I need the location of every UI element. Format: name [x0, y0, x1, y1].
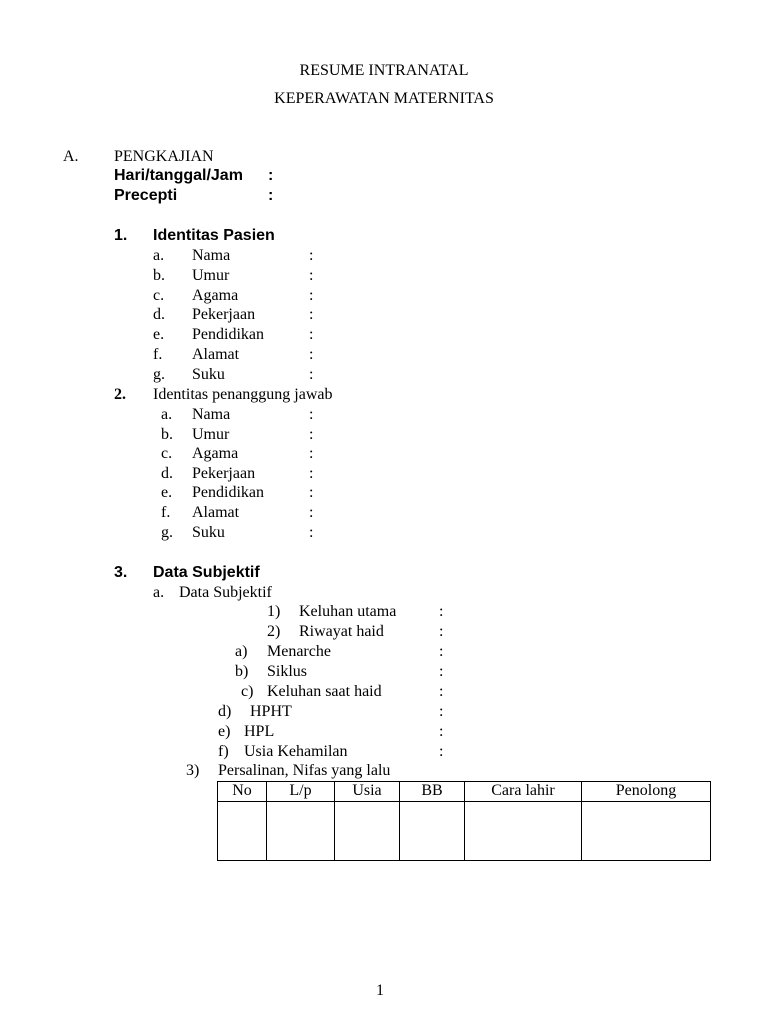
table-cell[interactable] — [582, 802, 711, 861]
item-marker: 2) — [267, 623, 281, 640]
item-colon: : — [309, 465, 314, 482]
item-colon: : — [309, 406, 314, 423]
item-label: Riwayat haid — [299, 623, 384, 640]
item-label: Nama — [192, 247, 231, 264]
item-label: Keluhan saat haid — [267, 683, 382, 700]
item-marker: d) — [218, 703, 232, 720]
section2-number: 2. — [114, 386, 126, 403]
item-colon: : — [309, 267, 314, 284]
item-letter: f. — [161, 504, 171, 521]
section3-title: Data Subjektif — [153, 564, 260, 581]
item-letter: c. — [161, 445, 173, 462]
item-label: Pekerjaan — [192, 465, 256, 482]
section1-number: 1. — [114, 227, 128, 244]
column-header: L/p — [267, 782, 335, 802]
section-a-label: PENGKAJIAN — [114, 148, 214, 165]
item-colon: : — [309, 366, 314, 383]
table-cell[interactable] — [267, 802, 335, 861]
section1-title: Identitas Pasien — [153, 227, 275, 244]
item-colon: : — [439, 643, 444, 660]
table-cell[interactable] — [465, 802, 582, 861]
column-header: Cara lahir — [465, 782, 582, 802]
item-marker: a) — [235, 643, 248, 660]
item-colon: : — [439, 743, 444, 760]
item-colon: : — [439, 623, 444, 640]
meta-colon-hari: : — [268, 167, 274, 184]
item-letter: d. — [161, 465, 173, 482]
item-marker: 1) — [267, 603, 281, 620]
table-header-row — [218, 782, 711, 802]
item-marker: b) — [235, 663, 249, 680]
item-label: Suku — [192, 366, 225, 383]
item-label: Pendidikan — [192, 484, 264, 501]
item-colon: : — [439, 703, 444, 720]
item-colon: : — [439, 723, 444, 740]
page-number: 1 — [376, 982, 384, 999]
item-letter: b. — [161, 426, 173, 443]
item-label: Keluhan utama — [299, 603, 397, 620]
table-cell[interactable] — [335, 802, 400, 861]
column-header: BB — [400, 782, 465, 802]
table-row — [218, 802, 711, 861]
item-marker: c) — [241, 683, 254, 700]
item-label: Umur — [192, 267, 230, 284]
item-colon: : — [309, 346, 314, 363]
column-header: Usia — [335, 782, 400, 802]
item-colon: : — [309, 504, 314, 521]
item-letter: c. — [153, 287, 165, 304]
item-label: Nama — [192, 406, 231, 423]
item3-label: Persalinan, Nifas yang lalu — [218, 762, 391, 779]
item-label: HPHT — [250, 703, 292, 720]
meta-label-precepti: Precepti — [114, 187, 178, 204]
item-colon: : — [309, 287, 314, 304]
item-letter: f. — [153, 346, 163, 363]
section3-sub-label: Data Subjektif — [179, 584, 272, 601]
item-colon: : — [439, 663, 444, 680]
document-title: RESUME INTRANATAL — [299, 62, 469, 79]
item-marker: e) — [218, 723, 231, 740]
item-label: Alamat — [192, 346, 240, 363]
item-letter: d. — [153, 306, 165, 323]
item-label: HPL — [244, 723, 275, 740]
item-colon: : — [309, 326, 314, 343]
item-label: Siklus — [267, 663, 308, 680]
item3-marker: 3) — [186, 762, 200, 779]
item-label: Usia Kehamilan — [244, 743, 348, 760]
meta-colon-precepti: : — [268, 187, 274, 204]
item-colon: : — [309, 306, 314, 323]
item-label: Agama — [192, 287, 239, 304]
item-colon: : — [309, 247, 314, 264]
birth-history-table — [217, 781, 711, 861]
item-colon: : — [309, 484, 314, 501]
item-label: Menarche — [267, 643, 331, 660]
section3-number: 3. — [114, 564, 128, 581]
item-label: Suku — [192, 524, 225, 541]
section-a-letter: A. — [63, 148, 79, 165]
section2-title: Identitas penanggung jawab — [153, 386, 333, 403]
item-letter: e. — [153, 326, 165, 343]
item-label: Pekerjaan — [192, 306, 256, 323]
item-label: Pendidikan — [192, 326, 264, 343]
document-subtitle: KEPERAWATAN MATERNITAS — [274, 90, 494, 107]
section3-sub-letter: a. — [153, 584, 165, 601]
item-colon: : — [309, 524, 314, 541]
meta-label-hari: Hari/tanggal/Jam — [114, 167, 243, 184]
item-letter: g. — [153, 366, 165, 383]
item-label: Agama — [192, 445, 239, 462]
item-letter: e. — [161, 484, 173, 501]
column-header: Penolong — [582, 782, 711, 802]
table-cell[interactable] — [218, 802, 267, 861]
item-letter: a. — [161, 406, 173, 423]
table-cell[interactable] — [400, 802, 465, 861]
item-colon: : — [439, 603, 444, 620]
item-letter: g. — [161, 524, 173, 541]
item-colon: : — [309, 426, 314, 443]
item-marker: f) — [218, 743, 229, 760]
item-colon: : — [309, 445, 314, 462]
item-label: Alamat — [192, 504, 240, 521]
item-letter: b. — [153, 267, 165, 284]
item-colon: : — [439, 683, 444, 700]
item-letter: a. — [153, 247, 165, 264]
column-header: No — [218, 782, 267, 802]
item-label: Umur — [192, 426, 230, 443]
